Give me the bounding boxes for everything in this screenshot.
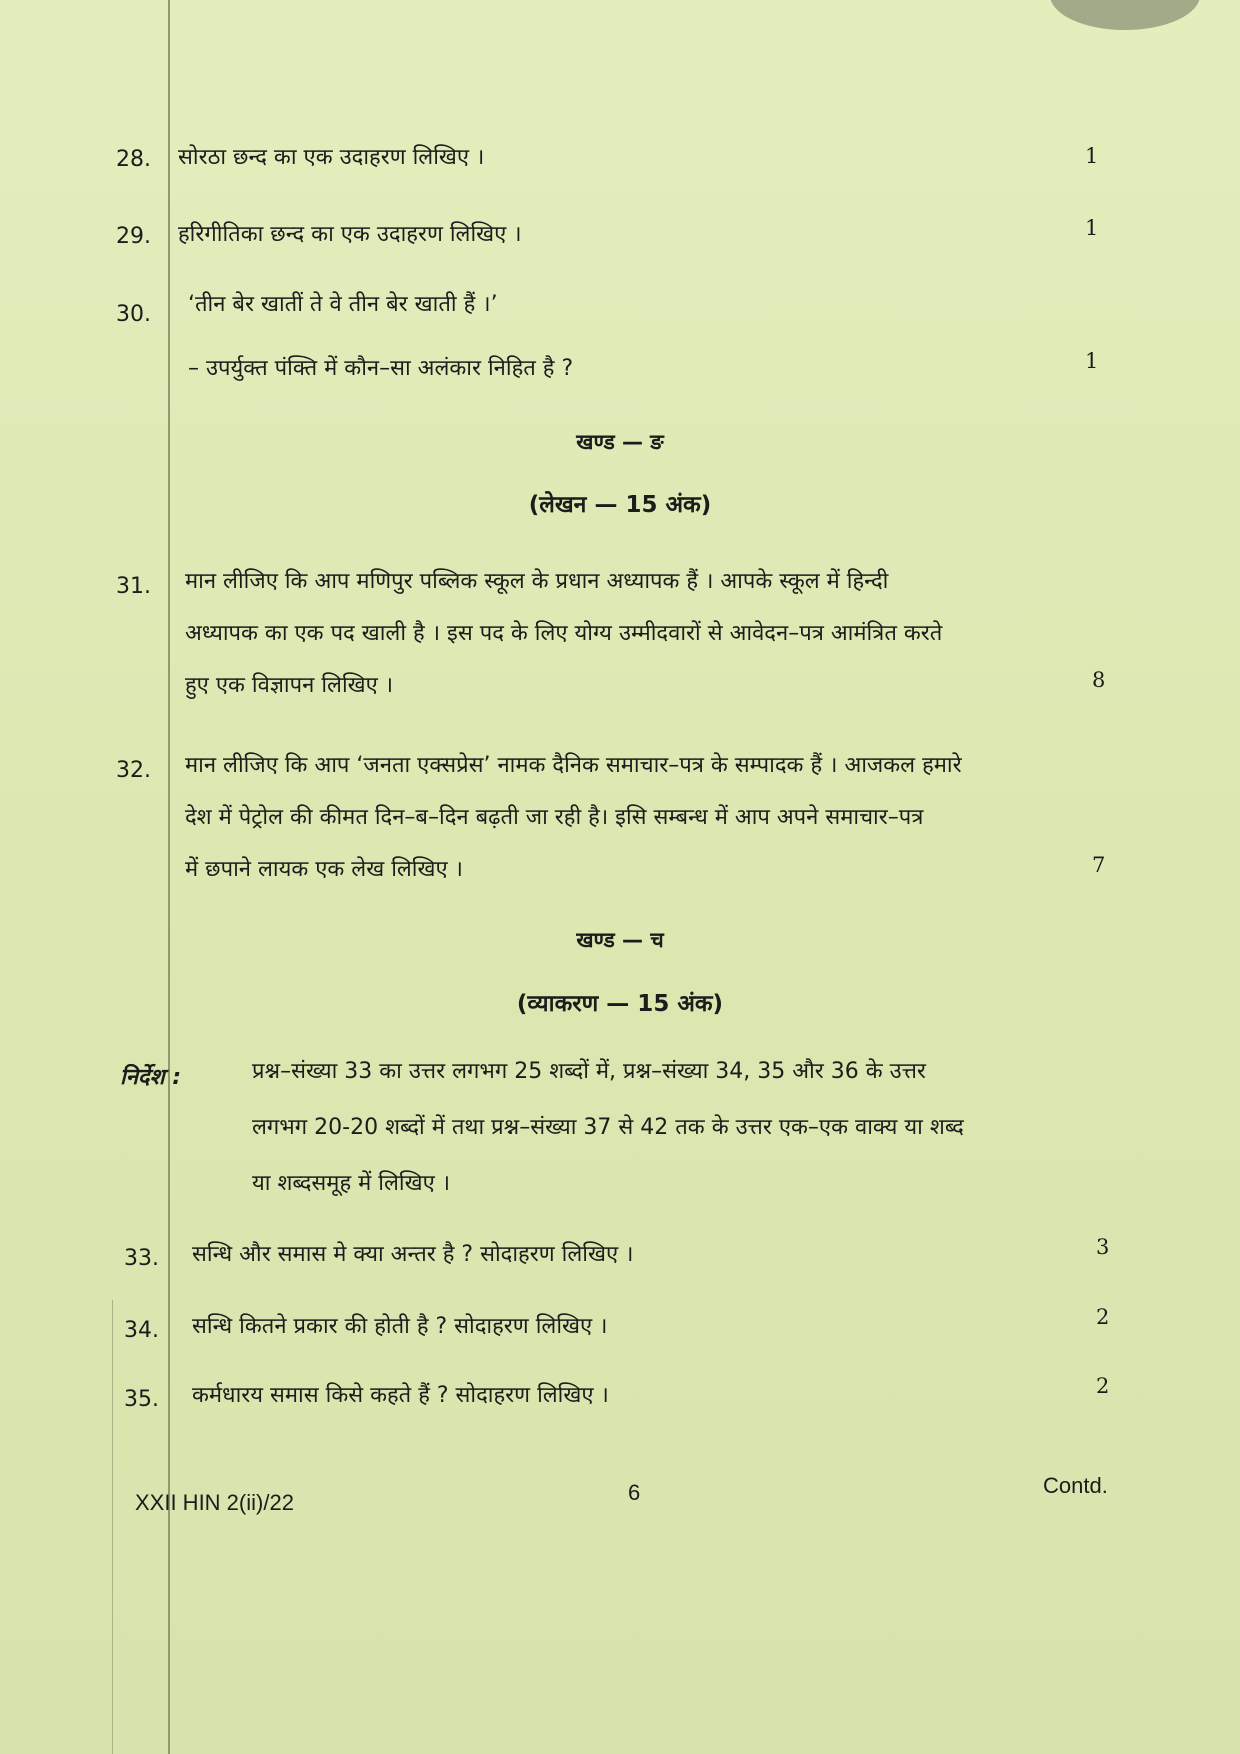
corner-smudge: [1050, 0, 1200, 30]
question-text: हरिगीतिका छन्द का एक उदाहरण लिखिए ।: [178, 222, 522, 247]
page-number: 6: [628, 1480, 641, 1505]
contd-label: Contd.: [1043, 1473, 1108, 1498]
question-number: 33.: [124, 1246, 159, 1271]
question-number: 30.: [116, 302, 151, 327]
question-marks: 1: [1085, 349, 1099, 373]
question-line: देश में पेट्रोल की कीमत दिन–ब–दिन बढ़ती जा रही है। इसि सम्बन्ध में आप अपने समाचार–पत्र: [185, 805, 924, 830]
question-marks: 2: [1096, 1374, 1110, 1398]
question-text: – उपर्युक्त पंक्ति में कौन–सा अलंकार निहित है ?: [188, 356, 574, 381]
question-line: मान लीजिए कि आप मणिपुर पब्लिक स्कूल के प्रधान अध्यापक हैं । आपके स्कूल में हिन्दी: [185, 569, 889, 594]
question-text: सन्धि और समास मे क्या अन्तर है ? सोदाहरण लिखिए ।: [192, 1242, 634, 1267]
question-line: मान लीजिए कि आप ‘जनता एक्सप्रेस’ नामक दैनिक समाचार–पत्र के सम्पादक हैं । आजकल हमारे: [185, 753, 962, 778]
question-line: में छपाने लायक एक लेख लिखिए ।: [185, 857, 463, 882]
question-line: हुए एक विज्ञापन लिखिए ।: [185, 673, 394, 698]
edge-line: [112, 1300, 113, 1754]
question-text: कर्मधारय समास किसे कहते हैं ? सोदाहरण लिखिए ।: [192, 1383, 609, 1408]
question-marks: 3: [1096, 1235, 1110, 1259]
question-number: 29.: [116, 224, 151, 249]
instruction-text: [252, 1044, 1132, 1212]
question-marks: 2: [1096, 1305, 1110, 1329]
paper-code: XXII HIN 2(ii)/22: [135, 1490, 294, 1515]
question-line: अध्यापक का एक पद खाली है । इस पद के लिए योग्य उम्मीदवारों से आवेदन–पत्र आमंत्रित करते: [185, 621, 943, 646]
instruction-line: प्रश्न–संख्या 33 का उत्तर लगभग 25 शब्दों में, प्रश्न–संख्या 34, 35 और 36 के उत्तर: [252, 1059, 926, 1084]
question-text: [185, 740, 1125, 896]
question-text: सोरठा छन्द का एक उदाहरण लिखिए ।: [178, 145, 485, 170]
question-marks: 8: [1092, 668, 1106, 692]
question-marks: 1: [1085, 144, 1099, 168]
question-number: 35.: [124, 1387, 159, 1412]
question-quote: ‘तीन बेर खातीं ते वे तीन बेर खाती हैं ।’: [188, 292, 498, 317]
section-subtitle: (व्याकरण — 15 अंक): [516, 991, 724, 1017]
question-text: सन्धि कितने प्रकार की होती है ? सोदाहरण लिखिए ।: [192, 1314, 608, 1339]
section-title: खण्ड — ङ: [576, 430, 664, 454]
question-number: 28.: [116, 147, 151, 172]
instruction-line: या शब्दसमूह में लिखिए ।: [252, 1171, 451, 1196]
question-text: [185, 556, 1125, 712]
section-subtitle: (लेखन — 15 अंक): [528, 492, 712, 518]
question-number: 32.: [116, 758, 151, 783]
question-marks: 1: [1085, 216, 1099, 240]
section-title: खण्ड — च: [576, 928, 664, 952]
instruction-label: निर्देश :: [120, 1065, 182, 1090]
instruction-line: लगभग 20-20 शब्दों में तथा प्रश्न–संख्या 37 से 42 तक के उत्तर एक–एक वाक्य या शब्द: [252, 1115, 964, 1140]
question-number: 34.: [124, 1318, 159, 1343]
question-marks: 7: [1092, 853, 1106, 877]
question-number: 31.: [116, 574, 151, 599]
